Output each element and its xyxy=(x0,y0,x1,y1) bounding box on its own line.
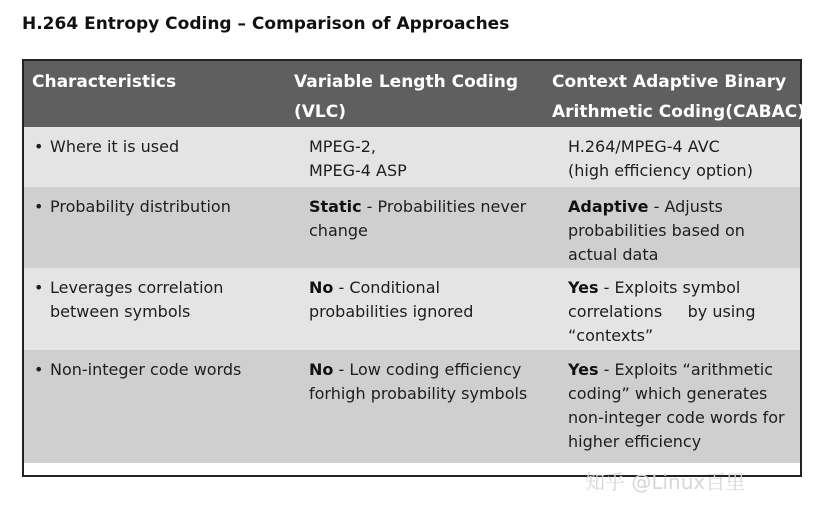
table-header-row xyxy=(24,61,800,127)
vlc-cell: No - Conditional probabilities ignored xyxy=(286,268,544,350)
table-row xyxy=(24,350,800,463)
cabac-cell: Yes - Exploits “arithmetic coding” which generates non-integer code words for higher efficiency xyxy=(544,350,800,463)
characteristic-cell: • Leverages correlation between symbols xyxy=(24,268,286,350)
bullet-icon: • xyxy=(34,360,44,379)
comparison-table xyxy=(22,59,805,477)
cabac-cell: Adaptive - Adjusts probabilities based on actual data xyxy=(544,187,800,268)
bullet-icon: • xyxy=(34,197,44,216)
vlc-cell: MPEG-2, MPEG-4 ASP xyxy=(286,127,544,187)
header-characteristics: Characteristics xyxy=(24,61,286,127)
vlc-cell: Static - Probabilities never change xyxy=(286,187,544,268)
page-title: H.264 Entropy Coding – Comparison of Approaches xyxy=(22,14,510,34)
table-row xyxy=(24,187,800,268)
cabac-cell: H.264/MPEG-4 AVC (high efficiency option) xyxy=(544,127,800,187)
bullet-icon: • xyxy=(34,278,44,297)
characteristic-cell: • Non-integer code words xyxy=(24,350,286,463)
table-row xyxy=(24,268,800,350)
watermark: 知乎 @Linux百里 xyxy=(585,470,746,494)
bullet-icon: • xyxy=(34,137,44,156)
header-cabac: Context Adaptive Binary Arithmetic Coding(CABAC) xyxy=(544,61,800,127)
cabac-cell: Yes - Exploits symbol correlations by using “contexts” xyxy=(544,268,800,350)
characteristic-cell: • Probability distribution xyxy=(24,187,286,268)
vlc-cell: No - Low coding efficiency forhigh probability symbols xyxy=(286,350,544,463)
header-vlc: Variable Length Coding (VLC) xyxy=(286,61,544,127)
characteristic-cell: • Where it is used xyxy=(24,127,286,187)
table-row xyxy=(24,127,800,187)
